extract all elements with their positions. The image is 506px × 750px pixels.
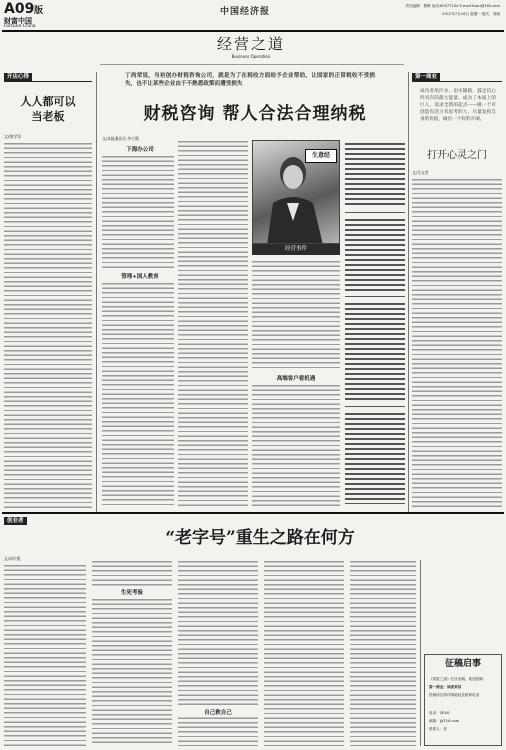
recruit-box [424,654,502,746]
feature-top-rule [100,64,404,65]
feature-intro: 丁尚荣说，当初创办财税咨询公司，就是为了在税收方面给予企业帮助，让国家的正常税收不受损失，也不让某些企业由于不熟悉政策而遭受损失 [125,73,375,87]
bottom-body-col-2 [92,560,172,586]
feature-sidebar [345,140,405,508]
sidebar-rule-1 [345,212,405,213]
feature-column-title-en: Business Operation [231,54,271,59]
masthead-rule [2,30,504,32]
right-column-divider [408,72,409,512]
feature-body-col-3b [252,384,340,508]
bottom-subhead-1: 生死考验 [120,590,143,596]
bottom-subhead-2: 自己救自己 [178,708,258,716]
bottom-section-rule [2,512,504,514]
left-column-headline-1: 人人都可以 [20,95,76,108]
left-column-divider [96,72,97,512]
sidebar-rule-3 [345,406,405,407]
feature-subhead-2: 管理+国人教育 [121,274,159,280]
left-tag-rule [4,81,92,82]
feature-byline: 文/本报通讯员 李小强 [102,136,139,141]
recruit-title: 征稿启事 [444,659,481,669]
left-column-tag: 开店心得 [4,73,32,81]
sidebar-note-1 [345,142,405,208]
issue-date: 2012年7月16日 星期一 版式：刘晓 [442,12,500,16]
feature-body-col-1b [102,282,174,508]
bottom-section-tag: 创业者 [4,517,27,525]
bottom-headline: “老字号”重生之路在何方 [165,528,355,548]
right-column-byline: 文/写文者 [412,170,429,175]
recruit-line-3: 电话：(400) [429,711,450,715]
bottom-byline: 文/周宗俊 [4,556,21,561]
section-name-en: Fortune China [4,24,36,29]
bottom-body-col-5 [350,560,416,746]
right-column-body [412,178,502,508]
feature-photo [252,140,340,244]
feature-caption-2: 高端客户看机遇 [276,376,316,382]
sidebar-note-2 [345,218,405,292]
bottom-body-col-2b [92,598,172,746]
sidebar-note-3 [345,302,405,402]
recruit-line-4: 邮箱：@126.com [429,719,459,723]
bottom-body-col-1 [4,564,86,746]
recruit-line-2: 投稿请注明详细地址及联系电话 [429,693,480,697]
feature-column-title: 经营之道 [216,35,285,53]
feature-headline: 财税咨询 帮人合法合理纳税 [143,104,367,124]
bottom-body-col-4 [264,560,344,746]
left-column-headline-2: 当老板 [31,110,65,123]
paper-logo: 中国经济报 [219,7,270,17]
right-tag-rule [412,81,502,82]
photo-caption-bar: 经营事件 [252,244,340,255]
left-column-body [4,142,92,508]
sidebar-rule-2 [345,296,405,297]
recruit-line-0: 《财富之道》栏目征稿，欢迎投稿： [429,677,487,681]
feature-subhead-1: 下海办公司 [126,147,154,153]
right-column-quote: 成功者用汗水、泪水铺路，鼓足信心所具有的最大能量、成为了本质上的巨人，追求全新的起点——做一个有创造有活力有思考的人，尽量发挥自身的价值，做出一个好的开端。 [420,89,496,122]
left-column-byline: 文/唐学军 [4,134,22,139]
section-name: 财富中国 [4,16,32,25]
page-number: A09 [4,1,35,17]
feature-body-col-1 [102,155,174,270]
bottom-body-col-3 [178,560,258,746]
recruit-line-5: 联系人：张 [429,727,447,731]
recruit-line-1: 第一商业：读者来信 [429,685,462,689]
sidebar-note-4 [345,412,405,504]
feature-body-col-2 [178,140,248,508]
masthead [0,0,506,30]
feature-body-col-3 [252,260,340,370]
recruit-divider [420,560,421,746]
page-number-suffix: 版 [34,6,44,16]
editor-info: 责任编辑：黎梅 电话:60377234 E-mail:fuwu@163.com [405,4,500,8]
right-column-headline: 打开心灵之门 [427,150,487,161]
right-column-tag: 第一商业 [412,73,440,81]
photo-stamp: 生意经 [305,149,337,163]
